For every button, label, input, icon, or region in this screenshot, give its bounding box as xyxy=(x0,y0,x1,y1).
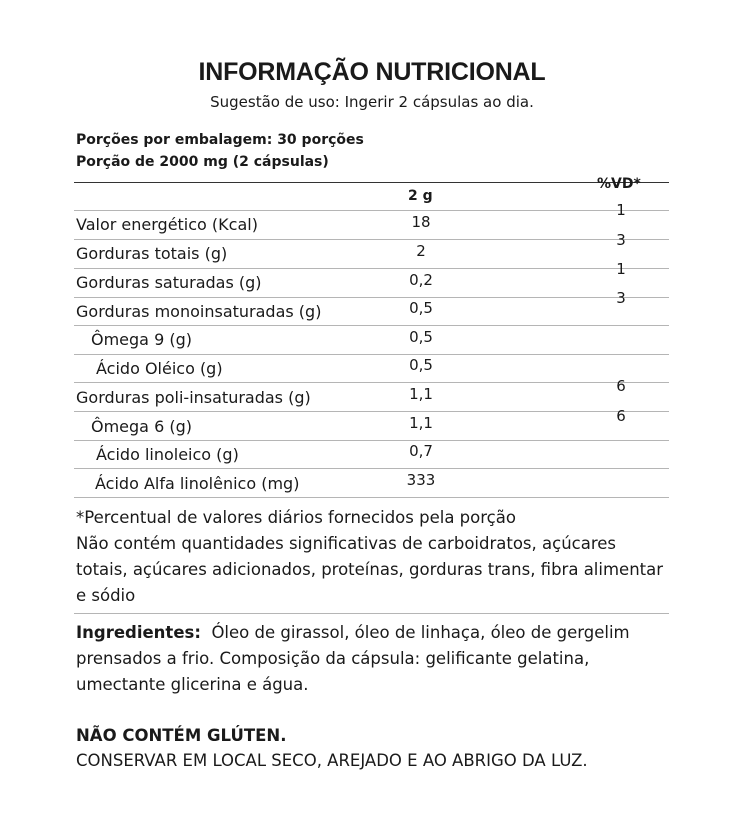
nutrient-value: 0,5 xyxy=(409,299,433,317)
vd-value: 1 xyxy=(616,201,626,219)
nutrient-label: Gorduras poli-insaturadas (g) xyxy=(76,388,311,407)
notes-divider xyxy=(74,613,669,614)
vd-value: 3 xyxy=(616,231,626,249)
nutrient-label: Ácido linoleico (g) xyxy=(96,445,239,464)
nutrient-value: 2 xyxy=(416,242,426,260)
row-divider xyxy=(74,382,669,383)
nutrient-value: 0,7 xyxy=(409,442,433,460)
vd-value: 6 xyxy=(616,407,626,425)
nutrient-value: 0,5 xyxy=(409,328,433,346)
table-header-rule xyxy=(74,210,669,211)
nutrient-label: Ômega 9 (g) xyxy=(91,330,192,349)
not-significant-note: Não contém quantidades significativas de carboidratos, açúcares totais, açúcares adicionados, proteínas, gorduras trans, fibra alimentar e sódio xyxy=(76,534,664,605)
table-bottom-rule xyxy=(74,497,669,498)
nutrient-value: 0,2 xyxy=(409,271,433,289)
row-divider xyxy=(74,354,669,355)
nutrient-value: 1,1 xyxy=(409,414,433,432)
table-top-rule xyxy=(74,182,669,183)
gluten-warning: NÃO CONTÉM GLÚTEN. xyxy=(76,726,287,745)
nutrient-label: Ômega 6 (g) xyxy=(91,417,192,436)
nutrient-value: 18 xyxy=(411,213,431,231)
row-divider xyxy=(74,411,669,412)
nutrient-label: Gorduras totais (g) xyxy=(76,244,228,263)
vd-value: 6 xyxy=(616,377,626,395)
ingredients-block xyxy=(76,620,666,698)
row-divider xyxy=(74,468,669,469)
nutrient-label: Gorduras monoinsaturadas (g) xyxy=(76,302,322,321)
storage-instructions: CONSERVAR EM LOCAL SECO, AREJADO E AO ABRIGO DA LUZ. xyxy=(76,751,588,770)
nutrient-value: 333 xyxy=(406,471,436,489)
usage-suggestion: Sugestão de uso: Ingerir 2 cápsulas ao dia. xyxy=(210,93,534,111)
vd-value: 3 xyxy=(616,289,626,307)
serving-size: Porção de 2000 mg (2 cápsulas) xyxy=(76,154,329,170)
row-divider xyxy=(74,268,669,269)
nutrient-label: Gorduras saturadas (g) xyxy=(76,273,262,292)
ingredients-text: Óleo de girassol, óleo de linhaça, óleo de gergelim prensados a frio. Composição da cápsula: gelificante gelatina, umectante glicerina e água. xyxy=(76,623,630,694)
nutrition-notes xyxy=(76,505,666,609)
vd-value: 1 xyxy=(616,260,626,278)
servings-per-package: Porções por embalagem: 30 porções xyxy=(76,132,364,148)
ingredients-label: Ingredientes: xyxy=(76,623,201,642)
nutrient-label: Ácido Oléico (g) xyxy=(96,359,223,378)
row-divider xyxy=(74,239,669,240)
nutrient-label: Valor energético (Kcal) xyxy=(76,215,258,234)
row-divider xyxy=(74,440,669,441)
quantity-header: 2 g xyxy=(408,188,433,204)
daily-value-footnote: *Percentual de valores diários fornecidos pela porção xyxy=(76,508,516,527)
row-divider xyxy=(74,325,669,326)
nutrient-value: 0,5 xyxy=(409,356,433,374)
nutrient-label: Ácido Alfa linolênico (mg) xyxy=(95,474,300,493)
vd-header: %VD* xyxy=(597,176,641,192)
nutrient-value: 1,1 xyxy=(409,385,433,403)
page-title: INFORMAÇÃO NUTRICIONAL xyxy=(198,58,546,86)
row-divider xyxy=(74,297,669,298)
